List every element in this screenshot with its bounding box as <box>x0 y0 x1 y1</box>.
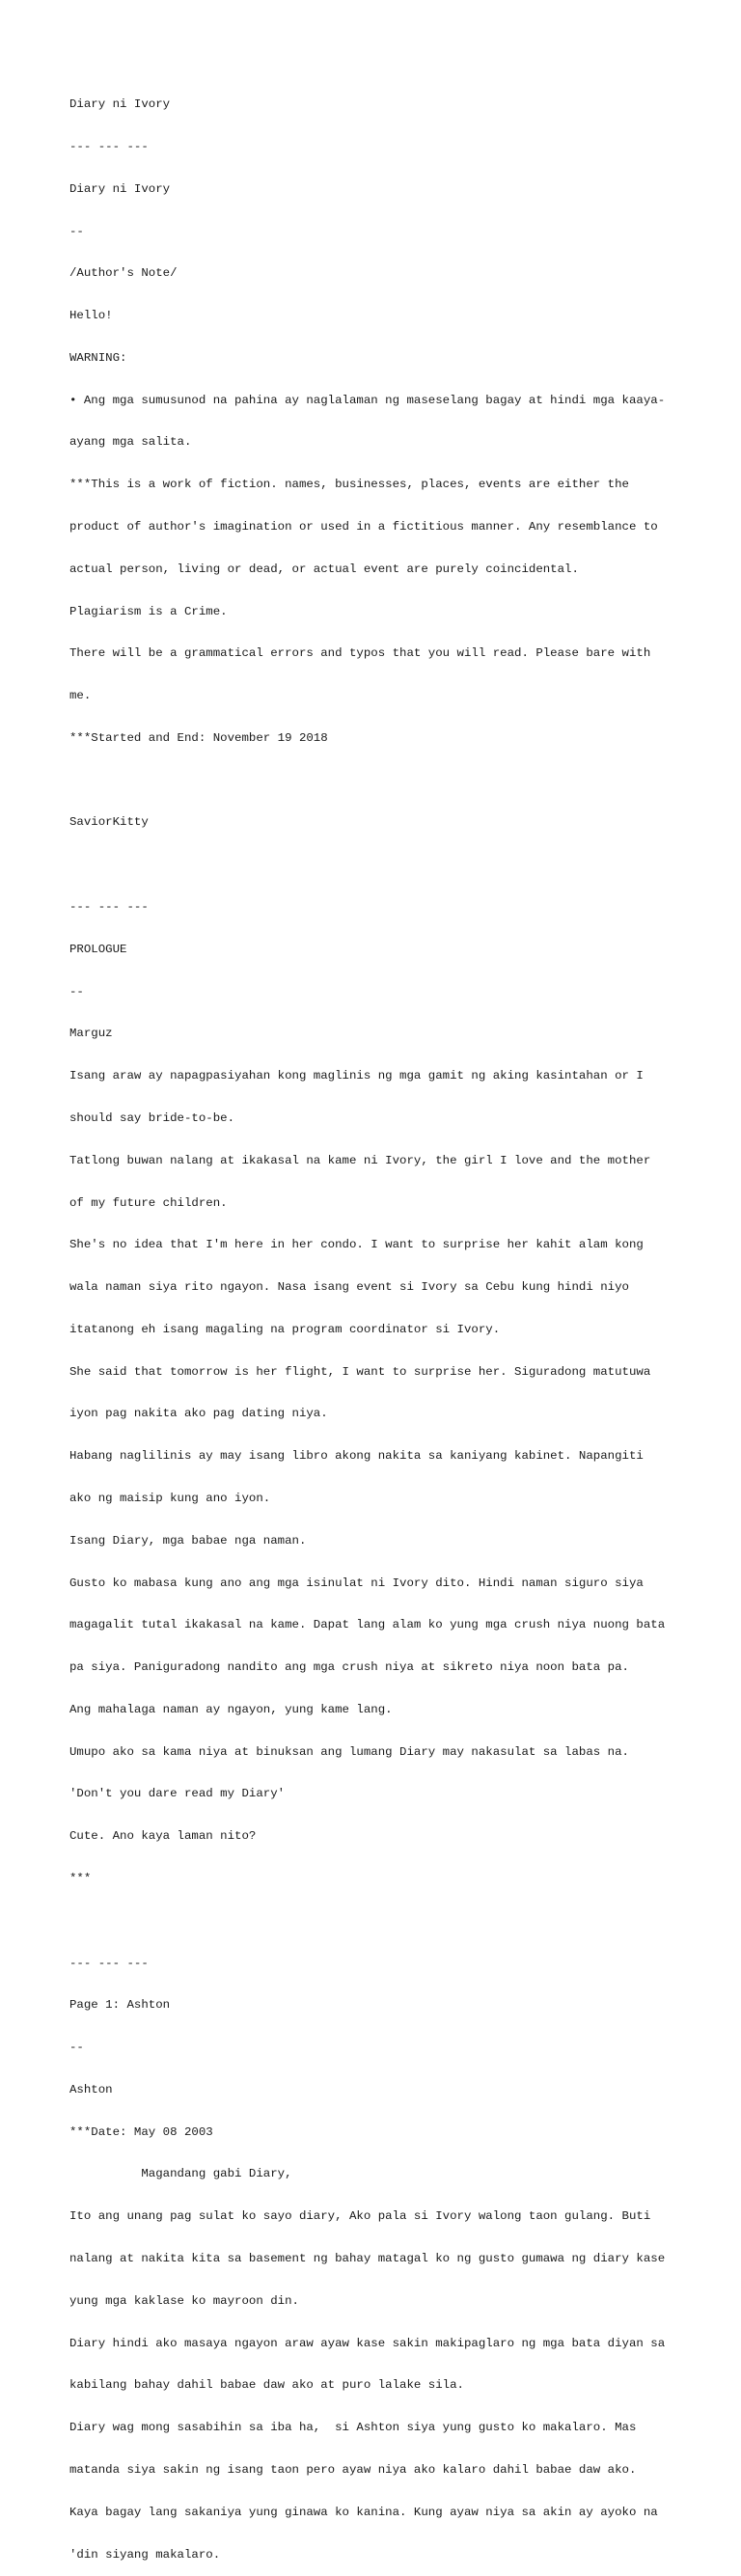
doc-line: 'Don't you dare read my Diary' <box>69 1787 286 1801</box>
doc-line: Magandang gabi Diary, <box>69 2167 292 2181</box>
doc-line: SaviorKitty <box>69 815 149 830</box>
doc-line <box>69 774 687 788</box>
doc-line: Hello! <box>69 309 113 323</box>
doc-line: Ashton <box>69 2082 113 2096</box>
doc-line: Kaya bagay lang sakaniya yung ginawa ko kanina. Kung ayaw niya sa akin ay ayoko na <box>69 2505 658 2519</box>
doc-line: ako ng maisip kung ano iyon. <box>69 1491 271 1505</box>
doc-line: Umupo ako sa kama niya at binuksan ang lumang Diary may nakasulat sa labas na. <box>69 1744 629 1759</box>
doc-line: ***Started and End: November 19 2018 <box>69 730 328 745</box>
document-page <box>69 69 687 2576</box>
doc-line: iyon pag nakita ako pag dating niya. <box>69 1407 328 1421</box>
doc-line: She said that tomorrow is her flight, I want to surprise her. Siguradong matutuwa <box>69 1364 651 1379</box>
doc-line: Diary wag mong sasabihin sa iba ha, si Ashton siya yung gusto ko makalaro. Mas <box>69 2421 637 2435</box>
doc-line: ***Date: May 08 2003 <box>69 2124 213 2139</box>
doc-line <box>69 858 687 872</box>
doc-line: /Author's Note/ <box>69 266 178 281</box>
doc-line: -- <box>69 224 84 238</box>
doc-line: Diary hindi ako masaya ngayon araw ayaw kase sakin makipaglaro ng mga bata diyan sa <box>69 2336 666 2350</box>
doc-line: wala naman siya rito ngayon. Nasa isang event si Ivory sa Cebu kung hindi niyo <box>69 1280 629 1295</box>
doc-line: itatanong eh isang magaling na program coordinator si Ivory. <box>69 1322 501 1336</box>
doc-line: ayang mga salita. <box>69 435 192 450</box>
doc-line: should say bride-to-be. <box>69 1110 235 1125</box>
doc-line: Ang mahalaga naman ay ngayon, yung kame lang. <box>69 1702 393 1716</box>
doc-line: Isang araw ay napagpasiyahan kong maglinis ng mga gamit ng aking kasintahan or I <box>69 1069 644 1083</box>
doc-line: 'din siyang makalaro. <box>69 2547 221 2562</box>
doc-line: kabilang bahay dahil babae daw ako at puro lalake sila. <box>69 2378 464 2393</box>
doc-line: Habang naglilinis ay may isang libro akong nakita sa kaniyang kabinet. Napangiti <box>69 1449 644 1464</box>
doc-line: yung mga kaklase ko mayroon din. <box>69 2293 299 2308</box>
doc-line: -- <box>69 2041 84 2055</box>
doc-line: Cute. Ano kaya laman nito? <box>69 1829 257 1844</box>
doc-line: She's no idea that I'm here in her condo. I want to surprise her kahit alam kong <box>69 1238 644 1252</box>
doc-line: pa siya. Paniguradong nandito ang mga crush niya at sikreto niya noon bata pa. <box>69 1660 629 1675</box>
doc-line: Diary ni Ivory <box>69 181 171 196</box>
doc-line: Page 1: Ashton <box>69 1998 171 2013</box>
doc-line: PROLOGUE <box>69 942 127 956</box>
doc-line: • Ang mga sumusunod na pahina ay naglalaman ng maseselang bagay at hindi mga kaaya- <box>69 393 666 407</box>
doc-line: magagalit tutal ikakasal na kame. Dapat lang alam ko yung mga crush niya nuong bata <box>69 1618 666 1632</box>
doc-line: Gusto ko mabasa kung ano ang mga isinulat ni Ivory dito. Hindi naman siguro siya <box>69 1576 644 1590</box>
doc-line: -- <box>69 984 84 999</box>
doc-line: of my future children. <box>69 1195 228 1210</box>
doc-line: ***This is a work of fiction. names, businesses, places, events are either the <box>69 478 629 492</box>
doc-line: *** <box>69 1872 92 1885</box>
doc-line: matanda siya sakin ng isang taon pero ayaw niya ako kalaro dahil babae daw ako. <box>69 2462 637 2477</box>
doc-line: Ito ang unang pag sulat ko sayo diary, Ako pala si Ivory walong taon gulang. Buti <box>69 2209 651 2224</box>
doc-line: --- --- --- <box>69 900 149 915</box>
doc-line: actual person, living or dead, or actual event are purely coincidental. <box>69 562 579 576</box>
doc-line: Marguz <box>69 1027 113 1041</box>
doc-line: There will be a grammatical errors and typos that you will read. Please bare with <box>69 646 651 661</box>
doc-line: product of author's imagination or used in a fictitious manner. Any resemblance to <box>69 520 658 534</box>
doc-line: Plagiarism is a Crime. <box>69 604 228 618</box>
doc-line: Tatlong buwan nalang at ikakasal na kame ni Ivory, the girl I love and the mother <box>69 1153 651 1167</box>
doc-line: --- --- --- <box>69 139 149 153</box>
doc-line: --- --- --- <box>69 1956 149 1970</box>
doc-line: me. <box>69 689 92 703</box>
doc-line: Isang Diary, mga babae nga naman. <box>69 1533 307 1548</box>
doc-line: nalang at nakita kita sa basement ng bahay matagal ko ng gusto gumawa ng diary kase <box>69 2252 666 2266</box>
doc-line <box>69 1914 687 1929</box>
doc-line: WARNING: <box>69 350 127 365</box>
doc-line: Diary ni Ivory <box>69 97 171 112</box>
